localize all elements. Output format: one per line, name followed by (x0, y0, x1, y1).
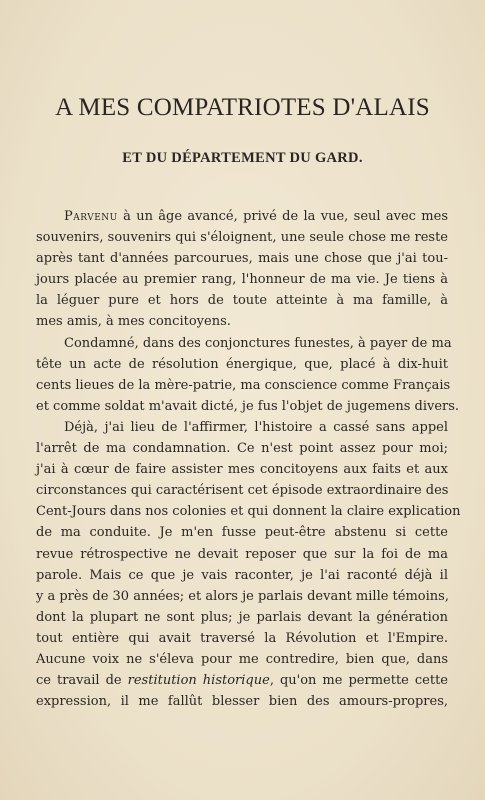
text-line: y a près de 30 années; et alors je parlais devant mille témoins, (36, 588, 449, 604)
text-line: après tant d'années parcourues, mais une chose que j'ai tou- (36, 251, 448, 267)
text-line: et comme soldat m'avait dicté, je fus l'objet de jugemens divers. (36, 398, 460, 414)
text-line: Cent-Jours dans nos colonies et qui donnent la claire explication (36, 504, 461, 520)
text-line: Déjà, j'ai lieu de l'affirmer, l'histoire a cassé sans appel (64, 419, 448, 435)
text-line: tête un acte de résolution énergique, que, placé à dix-huit (36, 356, 448, 372)
page-title: A MES COMPATRIOTES D'ALAIS (55, 94, 430, 121)
text-line: circonstances qui caractérisent cet épisode extraordinaire des (36, 483, 449, 499)
text-line: Parvenu à un âge avancé, privé de la vue, seul avec mes (64, 209, 449, 224)
page-subtitle: ET DU DÉPARTEMENT DU GARD. (122, 150, 363, 166)
text-line: dont la plupart ne sont plus; je parlais devant la génération (36, 609, 448, 625)
text-line: expression, il me fallût blesser bien des amours-propres, (36, 694, 448, 710)
text-line: ce travail de restitution historique, qu'on me permette cette (36, 673, 448, 689)
text-line: Condamné, dans des conjonctures funestes, à payer de ma (64, 335, 452, 351)
text-line: revue rétrospective ne devait reposer que sur la foi de ma (36, 546, 448, 562)
text-line: cents lieues de la mère-patrie, ma conscience comme Français (36, 377, 451, 393)
italic-phrase: restitution historique (127, 673, 270, 689)
text-line: de ma conduite. Je m'en fusse peut-être abstenu si cette (36, 525, 448, 541)
lead-word: Parvenu (64, 209, 118, 224)
text-line: la léguer pure et hors de toute atteinte à ma famille, à (36, 293, 448, 309)
text-line: mes amis, à mes concitoyens. (36, 314, 231, 330)
text-line: l'arrêt de ma condamnation. Ce n'est point assez pour moi; (36, 441, 448, 457)
text-line: tout entière qui avait traversé la Révolution et l'Empire. (36, 630, 448, 646)
text-line: j'ai à cœur de faire assister mes concitoyens aux faits et aux (36, 462, 448, 478)
text-line: souvenirs, souvenirs qui s'éloignent, une seule chose me reste (36, 230, 448, 246)
body-text (36, 206, 461, 712)
text-line: jours placée au premier rang, l'honneur de ma vie. Je tiens à (36, 272, 448, 288)
text-line: parole. Mais ce que je vais raconter, je l'ai raconté déjà il (36, 567, 448, 583)
text-line: Aucune voix ne s'éleva pour me contredire, bien que, dans (36, 651, 448, 667)
